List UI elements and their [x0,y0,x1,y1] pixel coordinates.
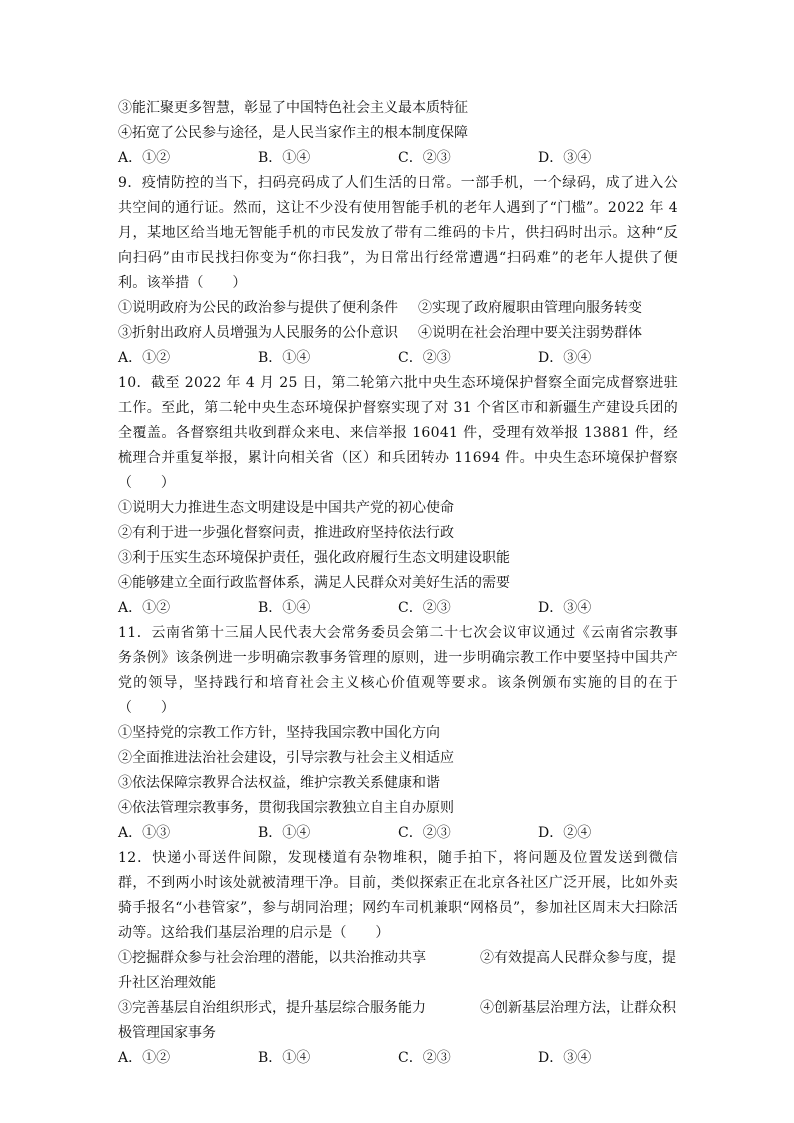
question-12 [118,846,678,1071]
choice-d: D．③④ [538,150,592,166]
choice-c: C．②③ [398,350,451,366]
choice-c: C．②③ [398,1050,451,1066]
option-4: ④依法管理宗教事务，贯彻我国宗教独立自主自办原则 [118,800,454,816]
prev-question [118,96,678,171]
choice-d: D．③④ [538,350,592,366]
answer-choices [118,821,678,846]
answer-choices [118,596,678,621]
option-4: ④拓宽了公民参与途径，是人民当家作主的根本制度保障 [118,125,468,141]
option-1: ①说明政府为公民的政治参与提供了便利条件 [118,300,398,316]
choice-a: A．①② [118,1050,171,1066]
choice-c: C．②③ [398,150,451,166]
option-4: ④能够建立全面行政监督体系，满足人民群众对美好生活的需要 [118,575,510,591]
choice-b: B．①④ [258,150,311,166]
option-row [118,321,678,346]
question-9 [118,171,678,371]
option-4-continued: 极管理国家事务 [118,1025,216,1041]
option-2: ②全面推进法治社会建设，引导宗教与社会主义相适应 [118,750,454,766]
option-3: ③折射出政府人员增强为人民服务的公仆意识 [118,325,398,341]
option-4: ④说明在社会治理中要关注弱势群体 [418,325,642,341]
choice-d: D．③④ [538,600,592,616]
choice-d: D．③④ [538,1050,592,1066]
option-2: ②实现了政府履职由管理向服务转变 [418,300,642,316]
option-2: ②有利于进一步强化督察问责，推进政府坚持依法行政 [118,525,454,541]
choice-b: B．①④ [258,825,311,841]
option-3: ③依法保障宗教界合法权益，维护宗教关系健康和谐 [118,775,440,791]
exam-page [118,96,678,1071]
answer-choices [118,346,678,371]
choice-a: A．①② [118,600,171,616]
answer-choices [118,1046,678,1071]
question-stem: 11．云南省第十三届人民代表大会常务委员会第二十七次会议审议通过《云南省宗教事务条例》该条例进一步明确宗教事务管理的原则，进一步明确宗教工作中要坚持中国共产党的领导，坚持践行和培育社会主义核心价值观等要求。该条例颁布实施的目的在于（ ） [118,625,678,716]
question-10 [118,371,678,621]
answer-choices [118,146,678,171]
choice-a: A．①② [118,350,171,366]
option-3: ③完善基层自治组织形式，提升基层综合服务能力 [118,1000,426,1016]
option-1: ①坚持党的宗教工作方针，坚持我国宗教中国化方向 [118,725,440,741]
question-11 [118,621,678,846]
option-1: ①挖掘群众参与社会治理的潜能，以共治推动共享 [118,950,426,966]
question-stem: 9．疫情防控的当下，扫码亮码成了人们生活的日常。一部手机，一个绿码，成了进入公共空间的通行证。然而，这让不少没有使用智能手机的老年人遇到了“门槛”。2022 年 4 月，某地区给当地无智能手机的市民发放了带有二维码的卡片，供扫码时出示。这种“反向扫码”由市民找扫你变为“你扫我”，为日常出行经常遭遇“扫码难”的老年人提供了便利。该举措（ ） [118,175,678,291]
option-row [118,996,678,1021]
choice-b: B．①④ [258,1050,311,1066]
choice-c: C．②③ [398,600,451,616]
option-2: ②有效提高人民群众参与度，提 [480,950,676,966]
option-3: ③利于压实生态环境保护责任，强化政府履行生态文明建设职能 [118,550,510,566]
option-row [118,946,678,971]
question-stem: 10．截至 2022 年 4 月 25 日，第二轮第六批中央生态环境保护督察全面完成督察进驻工作。至此，第二轮中央生态环境保护督察实现了对 31 个省区市和新疆生产建设兵团的全覆盖。各督察组共收到群众来电、来信举报 16041 件，受理有效举报 13881 件，经梳理合并重复举报，累计向相关省（区）和兵团转办 11694 件。中央生态环境保护督察（ ） [118,375,678,491]
choice-c: C．②③ [398,825,451,841]
choice-b: B．①④ [258,600,311,616]
option-1: ①说明大力推进生态文明建设是中国共产党的初心使命 [118,500,454,516]
option-3: ③能汇聚更多智慧，彰显了中国特色社会主义最本质特征 [118,100,468,116]
choice-d: D．②④ [538,825,592,841]
option-4: ④创新基层治理方法，让群众积 [480,1000,676,1016]
option-row [118,296,678,321]
choice-b: B．①④ [258,350,311,366]
option-2-continued: 升社区治理效能 [118,975,216,991]
question-stem: 12．快递小哥送件间隙，发现楼道有杂物堆积，随手拍下，将问题及位置发送到微信群，不到两小时该处就被清理干净。目前，类似探索正在北京各社区广泛开展，比如外卖骑手报名“小巷管家”，参与胡同治理；网约车司机兼职“网格员”，参加社区周末大扫除活动等。这给我们基层治理的启示是（ ） [118,850,678,941]
choice-a: A．①③ [118,825,171,841]
choice-a: A．①② [118,150,171,166]
